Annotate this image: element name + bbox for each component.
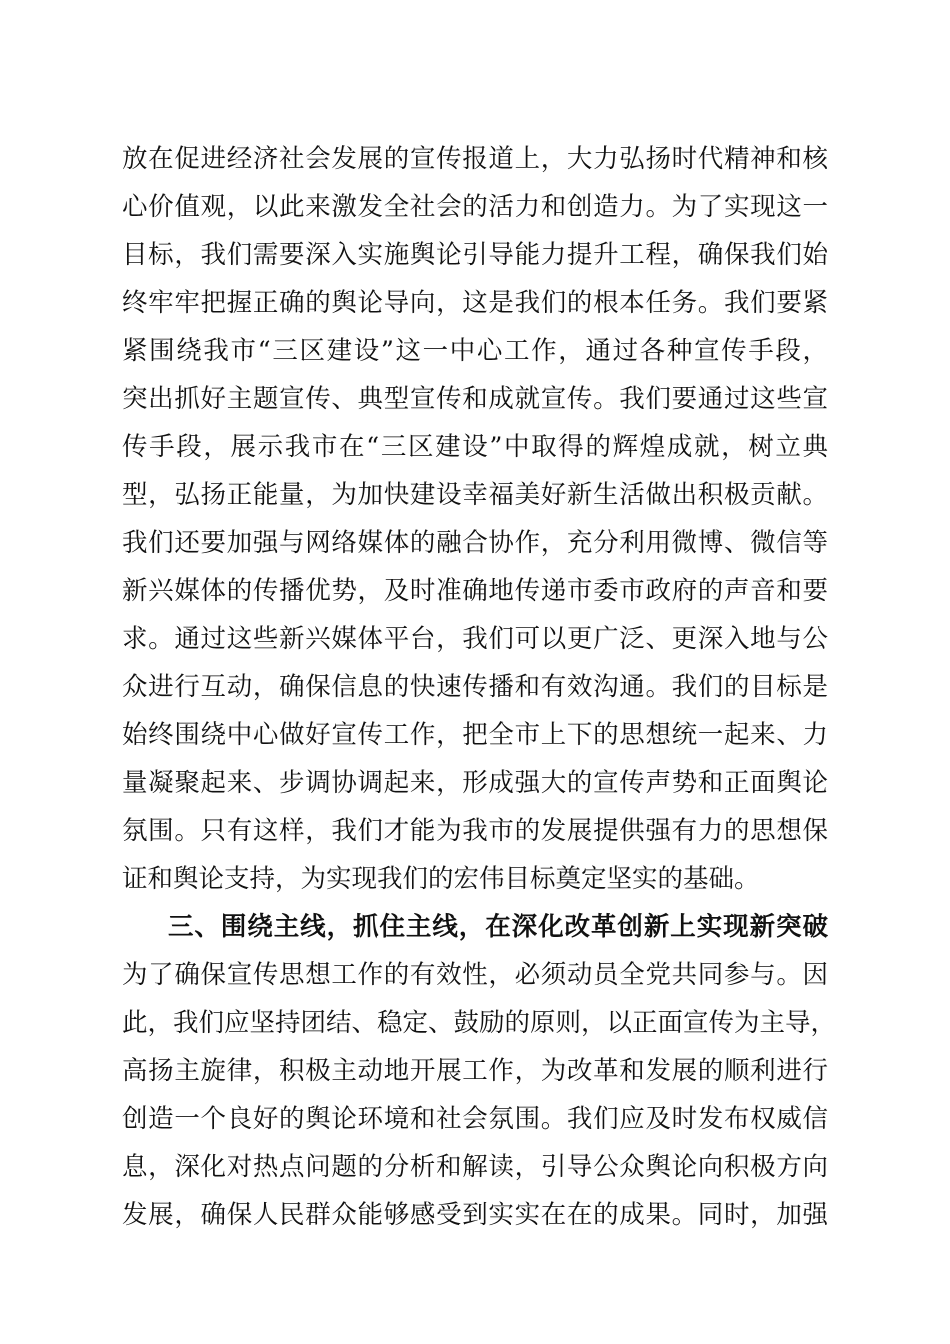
- body-line-16: 证和舆论支持，为实现我们的宏伟目标奠定坚实的基础。: [122, 864, 760, 894]
- body-line-4: 终牢牢把握正确的舆论导向，这是我们的根本任务。我们要紧: [122, 288, 828, 318]
- body-line-5: 紧围绕我市“三区建设”这一中心工作，通过各种宣传手段，: [122, 336, 828, 366]
- body-line-18: 此，我们应坚持团结、稳定、鼓励的原则，以正面宣传为主导，: [122, 1008, 837, 1038]
- body-line-12: 众进行互动，确保信息的快速传播和有效沟通。我们的目标是: [122, 672, 828, 702]
- body-line-2: 心价值观，以此来激发全社会的活力和创造力。为了实现这一: [122, 192, 828, 222]
- body-line-14: 量凝聚起来、步调协调起来，形成强大的宣传声势和正面舆论: [122, 768, 828, 798]
- body-line-21: 息，深化对热点问题的分析和解读，引导公众舆论向积极方向: [122, 1152, 828, 1182]
- body-line-3: 目标，我们需要深入实施舆论引导能力提升工程，确保我们始: [122, 240, 828, 270]
- body-line-9: 我们还要加强与网络媒体的融合协作，充分利用微博、微信等: [122, 528, 828, 558]
- body-line-6: 突出抓好主题宣传、典型宣传和成就宣传。我们要通过这些宣: [122, 384, 828, 414]
- body-line-7: 传手段，展示我市在“三区建设”中取得的辉煌成就，树立典: [122, 432, 828, 462]
- body-line-10: 新兴媒体的传播优势，及时准确地传递市委市政府的声音和要: [122, 576, 828, 606]
- body-line-8: 型，弘扬正能量，为加快建设幸福美好新生活做出积极贡献。: [122, 480, 828, 510]
- body-line-11: 求。通过这些新兴媒体平台，我们可以更广泛、更深入地与公: [122, 624, 828, 654]
- body-line-17: 为了确保宣传思想工作的有效性，必须动员全党共同参与。因: [122, 960, 828, 990]
- body-line-19: 高扬主旋律，积极主动地开展工作，为改革和发展的顺利进行: [122, 1056, 828, 1086]
- body-line-13: 始终围绕中心做好宣传工作，把全市上下的思想统一起来、力: [122, 720, 828, 750]
- section-heading: 三、围绕主线，抓住主线，在深化改革创新上实现新突破: [168, 912, 828, 942]
- body-line-20: 创造一个良好的舆论环境和社会氛围。我们应及时发布权威信: [122, 1104, 828, 1134]
- body-line-15: 氛围。只有这样，我们才能为我市的发展提供强有力的思想保: [122, 816, 828, 846]
- body-line-1: 放在促进经济社会发展的宣传报道上，大力弘扬时代精神和核: [122, 144, 828, 174]
- body-line-22: 发展，确保人民群众能够感受到实实在在的成果。同时，加强: [122, 1200, 828, 1230]
